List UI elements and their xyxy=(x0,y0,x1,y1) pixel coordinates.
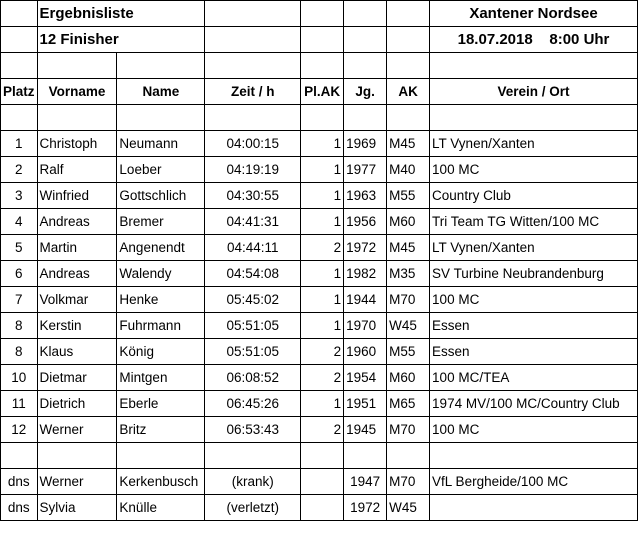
cell-ak[interactable]: W45 xyxy=(387,313,430,339)
cell-name[interactable]: Gottschlich xyxy=(117,183,205,209)
cell-plak[interactable]: 1 xyxy=(301,261,344,287)
result-row xyxy=(1,235,638,261)
cell-zeit[interactable]: 06:45:26 xyxy=(205,391,301,417)
col-header-vorname[interactable]: Vorname xyxy=(37,79,117,105)
cell-plak[interactable]: 2 xyxy=(301,339,344,365)
cell-verein[interactable]: Tri Team TG Witten/100 MC xyxy=(430,209,638,235)
cell-name[interactable]: Mintgen xyxy=(117,365,205,391)
cell-verein[interactable]: SV Turbine Neubrandenburg xyxy=(430,261,638,287)
cell-plak[interactable]: 1 xyxy=(301,131,344,157)
cell-verein[interactable]: VfL Bergheide/100 MC xyxy=(430,469,638,495)
cell-platz[interactable]: 6 xyxy=(1,261,38,287)
finisher-count[interactable]: 12 Finisher xyxy=(37,27,205,53)
cell-zeit[interactable]: 05:51:05 xyxy=(205,313,301,339)
col-header-name[interactable]: Name xyxy=(117,79,205,105)
cell-zeit[interactable]: 04:44:11 xyxy=(205,235,301,261)
sheet-title[interactable]: Ergebnisliste xyxy=(37,1,205,27)
cell-vorname[interactable]: Sylvia xyxy=(37,495,117,521)
cell-platz[interactable]: 8 xyxy=(1,339,38,365)
cell-name[interactable]: Bremer xyxy=(117,209,205,235)
cell-platz[interactable]: 12 xyxy=(1,417,38,443)
cell-name[interactable]: König xyxy=(117,339,205,365)
result-row xyxy=(1,287,638,313)
cell-vorname[interactable]: Werner xyxy=(37,469,117,495)
cell-verein[interactable]: 100 MC xyxy=(430,417,638,443)
blank-row xyxy=(1,53,638,79)
result-row xyxy=(1,417,638,443)
cell-vorname[interactable]: Klaus xyxy=(37,339,117,365)
cell-jg[interactable]: 1944 xyxy=(344,287,387,313)
cell-zeit[interactable]: 04:30:55 xyxy=(205,183,301,209)
cell-verein[interactable] xyxy=(430,495,638,521)
cell-zeit[interactable]: 05:51:05 xyxy=(205,339,301,365)
cell-ak[interactable]: W45 xyxy=(387,495,430,521)
cell-plak[interactable]: 1 xyxy=(301,313,344,339)
cell-jg[interactable]: 1945 xyxy=(344,417,387,443)
cell-vorname[interactable]: Martin xyxy=(37,235,117,261)
cell-platz[interactable]: 11 xyxy=(1,391,38,417)
cell-ak[interactable]: M45 xyxy=(387,131,430,157)
cell-jg[interactable]: 1970 xyxy=(344,313,387,339)
cell-verein[interactable]: Essen xyxy=(430,339,638,365)
cell-zeit[interactable]: 04:19:19 xyxy=(205,157,301,183)
cell-platz[interactable]: 8 xyxy=(1,313,38,339)
cell-platz[interactable]: 3 xyxy=(1,183,38,209)
cell-ak[interactable]: M65 xyxy=(387,391,430,417)
cell-verein[interactable]: Country Club xyxy=(430,183,638,209)
col-header-zeit[interactable]: Zeit / h xyxy=(205,79,301,105)
cell-ak[interactable]: M55 xyxy=(387,183,430,209)
cell-ak[interactable]: M55 xyxy=(387,339,430,365)
cell-name[interactable]: Fuhrmann xyxy=(117,313,205,339)
cell-ak[interactable]: M40 xyxy=(387,157,430,183)
cell-name[interactable]: Loeber xyxy=(117,157,205,183)
cell-verein[interactable]: Essen xyxy=(430,313,638,339)
dns-row xyxy=(1,495,638,521)
event-name[interactable]: Xantener Nordsee xyxy=(430,1,638,27)
cell-plak[interactable]: 1 xyxy=(301,287,344,313)
result-row xyxy=(1,339,638,365)
cell-name[interactable]: Henke xyxy=(117,287,205,313)
blank-row xyxy=(1,443,638,469)
cell-name[interactable]: Britz xyxy=(117,417,205,443)
cell-plak[interactable]: 1 xyxy=(301,209,344,235)
cell-vorname[interactable]: Winfried xyxy=(37,183,117,209)
cell-ak[interactable]: M70 xyxy=(387,417,430,443)
event-time: 8:00 Uhr xyxy=(549,31,610,48)
cell-name[interactable]: Eberle xyxy=(117,391,205,417)
cell-platz[interactable]: 5 xyxy=(1,235,38,261)
cell-zeit[interactable]: (krank) xyxy=(205,469,301,495)
cell-platz[interactable]: 10 xyxy=(1,365,38,391)
result-row xyxy=(1,209,638,235)
dns-body xyxy=(1,469,638,521)
cell-plak[interactable]: 1 xyxy=(301,157,344,183)
cell-name[interactable]: Neumann xyxy=(117,131,205,157)
cell-zeit[interactable]: 06:08:52 xyxy=(205,365,301,391)
cell-jg[interactable]: 1982 xyxy=(344,261,387,287)
cell-verein[interactable]: LT Vynen/Xanten xyxy=(430,131,638,157)
cell-zeit[interactable]: 05:45:02 xyxy=(205,287,301,313)
cell-jg[interactable]: 1969 xyxy=(344,131,387,157)
cell-jg[interactable]: 1963 xyxy=(344,183,387,209)
result-row xyxy=(1,157,638,183)
cell-zeit[interactable]: 04:54:08 xyxy=(205,261,301,287)
result-row xyxy=(1,131,638,157)
cell-verein[interactable]: 100 MC xyxy=(430,287,638,313)
cell-jg[interactable]: 1951 xyxy=(344,391,387,417)
cell-verein[interactable]: 1974 MV/100 MC/Country Club xyxy=(430,391,638,417)
cell-plak[interactable]: 1 xyxy=(301,183,344,209)
col-header-plak[interactable]: Pl.AK xyxy=(301,79,344,105)
cell-jg[interactable]: 1972 xyxy=(344,495,387,521)
cell-plak[interactable]: 2 xyxy=(301,365,344,391)
cell-platz[interactable]: 2 xyxy=(1,157,38,183)
cell-zeit[interactable]: 04:00:15 xyxy=(205,131,301,157)
cell-plak[interactable] xyxy=(301,495,344,521)
cell-zeit[interactable]: 06:53:43 xyxy=(205,417,301,443)
cell-jg[interactable]: 1972 xyxy=(344,235,387,261)
result-row xyxy=(1,391,638,417)
cell-ak[interactable]: M60 xyxy=(387,209,430,235)
cell-name[interactable]: Angenendt xyxy=(117,235,205,261)
result-row xyxy=(1,313,638,339)
cell-jg[interactable]: 1956 xyxy=(344,209,387,235)
title-row xyxy=(1,1,638,27)
cell-vorname[interactable]: Kerstin xyxy=(37,313,117,339)
event-date: 18.07.2018 xyxy=(457,31,533,48)
column-header-row xyxy=(1,79,638,105)
cell-zeit[interactable]: 04:41:31 xyxy=(205,209,301,235)
cell-vorname[interactable]: Dietrich xyxy=(37,391,117,417)
cell-ak[interactable]: M60 xyxy=(387,365,430,391)
cell-plak[interactable]: 1 xyxy=(301,391,344,417)
cell-vorname[interactable]: Andreas xyxy=(37,261,117,287)
cell-vorname[interactable]: Christoph xyxy=(37,131,117,157)
cell-verein[interactable]: 100 MC xyxy=(430,157,638,183)
cell-ak[interactable]: M35 xyxy=(387,261,430,287)
cell-ak[interactable]: M70 xyxy=(387,469,430,495)
cell-ak[interactable]: M70 xyxy=(387,287,430,313)
event-date-time[interactable] xyxy=(430,27,638,53)
cell-platz[interactable]: dns xyxy=(1,495,38,521)
blank-row xyxy=(1,105,638,131)
cell-plak[interactable]: 2 xyxy=(301,417,344,443)
cell-verein[interactable]: 100 MC/TEA xyxy=(430,365,638,391)
cell-name[interactable]: Kerkenbusch xyxy=(117,469,205,495)
col-header-verein[interactable]: Verein / Ort xyxy=(430,79,638,105)
results-body xyxy=(1,131,638,443)
cell-plak[interactable]: 2 xyxy=(301,235,344,261)
cell-platz[interactable]: 1 xyxy=(1,131,38,157)
cell-zeit[interactable]: (verletzt) xyxy=(205,495,301,521)
cell-plak[interactable] xyxy=(301,469,344,495)
cell-jg[interactable]: 1960 xyxy=(344,339,387,365)
cell-vorname[interactable]: Andreas xyxy=(37,209,117,235)
cell-vorname[interactable]: Ralf xyxy=(37,157,117,183)
cell-verein[interactable]: LT Vynen/Xanten xyxy=(430,235,638,261)
cell-platz[interactable]: 7 xyxy=(1,287,38,313)
result-row xyxy=(1,261,638,287)
subtitle-row xyxy=(1,27,638,53)
cell-ak[interactable]: M45 xyxy=(387,235,430,261)
cell-vorname[interactable]: Werner xyxy=(37,417,117,443)
col-header-ak[interactable]: AK xyxy=(387,79,430,105)
cell-vorname[interactable]: Volkmar xyxy=(37,287,117,313)
cell-platz[interactable]: 4 xyxy=(1,209,38,235)
col-header-platz[interactable]: Platz xyxy=(1,79,38,105)
cell-platz[interactable]: dns xyxy=(1,469,38,495)
cell-jg[interactable]: 1977 xyxy=(344,157,387,183)
dns-row xyxy=(1,469,638,495)
result-row xyxy=(1,365,638,391)
cell-jg[interactable]: 1954 xyxy=(344,365,387,391)
cell-jg[interactable]: 1947 xyxy=(344,469,387,495)
col-header-jg[interactable]: Jg. xyxy=(344,79,387,105)
result-row xyxy=(1,183,638,209)
cell-name[interactable]: Walendy xyxy=(117,261,205,287)
cell-name[interactable]: Knülle xyxy=(117,495,205,521)
cell-vorname[interactable]: Dietmar xyxy=(37,365,117,391)
